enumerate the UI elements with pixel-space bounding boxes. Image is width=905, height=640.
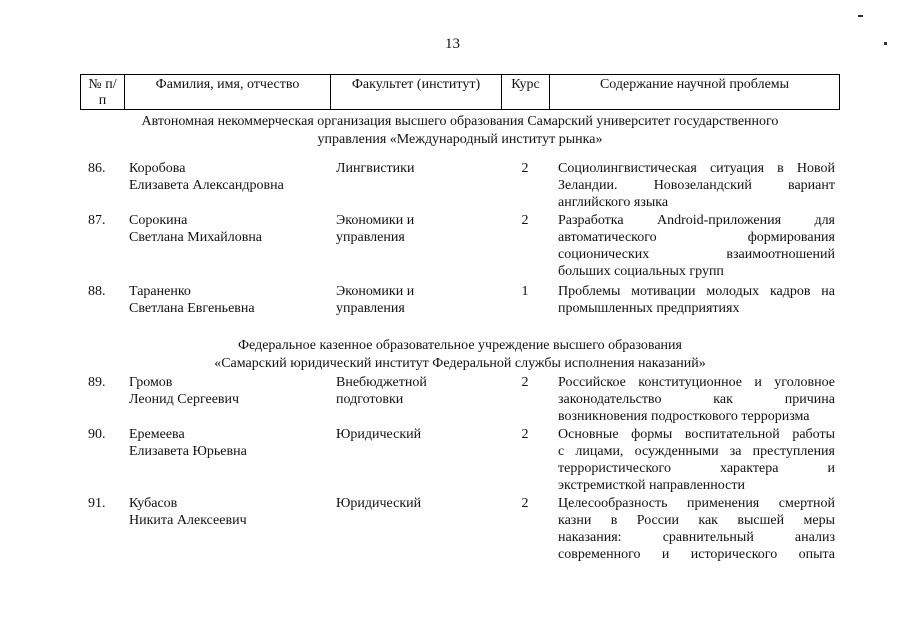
faculty: Внебюджетной подготовки [336, 375, 427, 407]
student-name: Сорокина Светлана Михайловна [129, 213, 263, 245]
course: 2 [521, 213, 529, 228]
page-number: 13 [445, 36, 460, 52]
student-name: Еремеева Елизавета Юрьевна [129, 427, 247, 459]
faculty: Юридический [336, 496, 422, 511]
scan-mark [858, 15, 863, 17]
course: 2 [521, 161, 529, 176]
header-course: Курс [502, 75, 550, 110]
row-number: 90. [88, 427, 106, 442]
faculty: Экономики и управления [336, 284, 415, 316]
research-topic: Разработка Android-приложения для автоматического формирования соционических взаимоотношений больших социальных групп [558, 213, 835, 279]
row-number: 89. [88, 375, 106, 390]
course: 2 [521, 375, 529, 390]
student-name: Тараненко Светлана Евгеньевна [129, 284, 255, 316]
student-name: Кубасов Никита Алексеевич [129, 496, 247, 528]
faculty: Экономики и управления [336, 213, 415, 245]
faculty: Лингвистики [336, 161, 415, 176]
row-number: 88. [88, 284, 106, 299]
scan-mark [884, 42, 887, 45]
organization-heading: Федеральное казенное образовательное учреждение высшего образования «Самарский юридический институт Федеральной службы исполнения наказаний» [214, 338, 706, 371]
course: 2 [521, 496, 529, 511]
header-topic: Содержание научной проблемы [550, 75, 840, 110]
row-number: 87. [88, 213, 106, 228]
research-topic: Целесообразность применения смертной казни в России как высшей меры наказания: сравнительный анализ современного и исторического опыта [558, 496, 835, 562]
student-name: Коробова Елизавета Александровна [129, 161, 284, 193]
research-topic: Российское конституционное и уголовное законодательство как причина возникновения подросткового терроризма [558, 375, 835, 424]
header-faculty: Факультет (институт) [331, 75, 502, 110]
table-header [80, 74, 840, 110]
research-topic: Основные формы воспитательной работы с лицами, осужденными за преступления террористического характера и экстремисткой направленности [558, 427, 835, 493]
research-topic: Социолингвистическая ситуация в Новой Зеландии. Новозеландский вариант английского языка [558, 161, 835, 210]
course: 1 [521, 284, 529, 299]
research-topic: Проблемы мотивации молодых кадров на промышленных предприятиях [558, 284, 835, 316]
row-number: 86. [88, 161, 106, 176]
row-number: 91. [88, 496, 106, 511]
faculty: Юридический [336, 427, 422, 442]
student-name: Громов Леонид Сергеевич [129, 375, 240, 407]
organization-heading: Автономная некоммерческая организация высшего образования Самарский университет государственного управления «Международный институт рынка» [141, 114, 779, 147]
header-num: № п/п [81, 75, 125, 110]
course: 2 [521, 427, 529, 442]
header-name: Фамилия, имя, отчество [125, 75, 331, 110]
